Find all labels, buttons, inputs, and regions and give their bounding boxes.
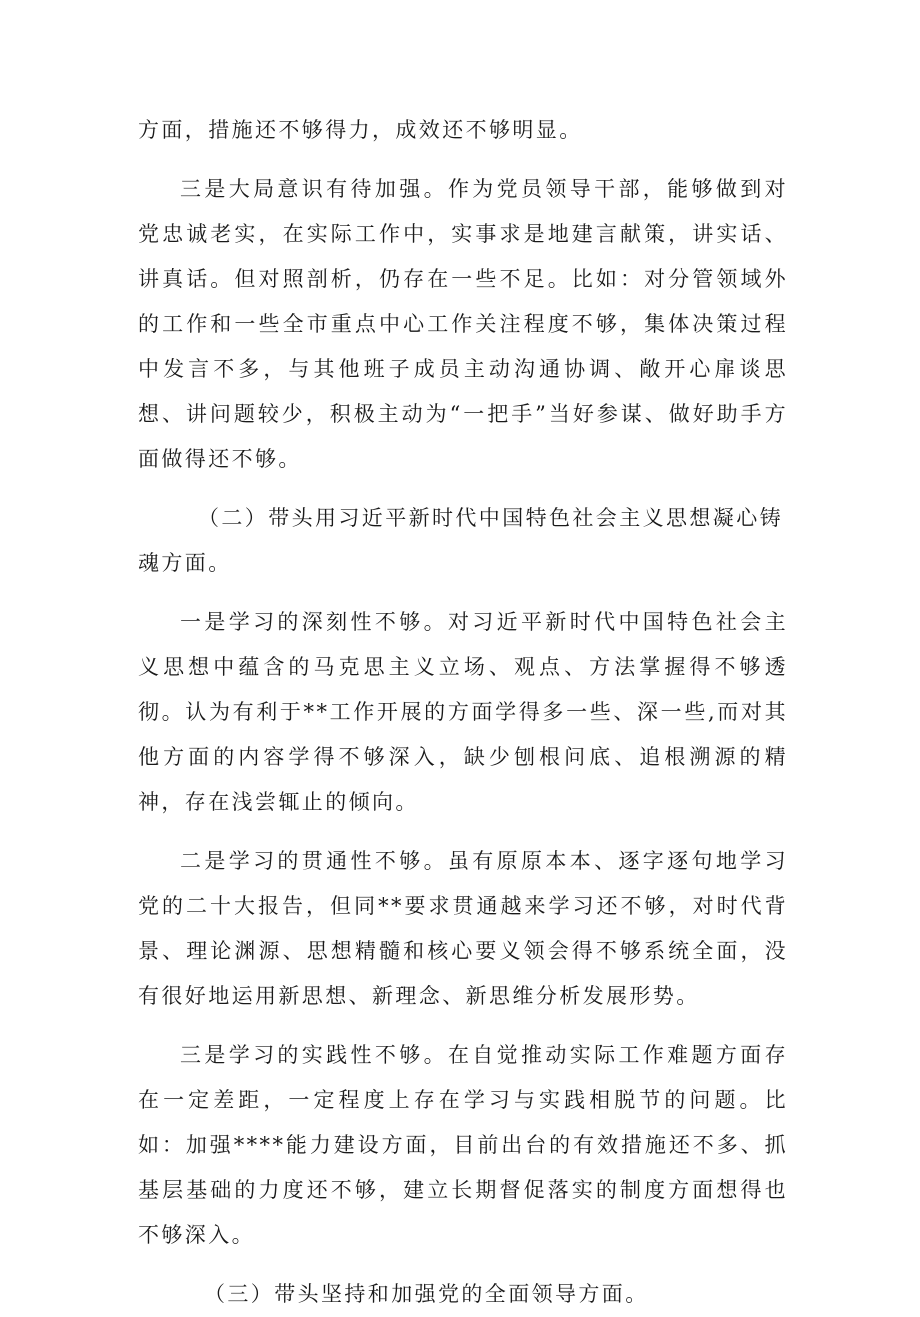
section-heading-2-line1: （二）带头用习近平新时代中国特色社会主义思想凝心铸 [198,506,783,530]
paragraph-overall-awareness: 三是大局意识有待加强。作为党员领导干部，能够做到对党忠诚老实，在实际工作中，实事求是地建言献策，讲实话、讲真话。但对照剖析，仍存在一些不足。比如：对分管领域外的工作和一些全市重点中心工作关注程度不够，集体决策过程中发言不多，与其他班子成员主动沟通协调、敞开心扉谈思想、讲问题较少，积极主动为“一把手”当好参谋、做好助手方面做得还不够。 [138,177,788,471]
paragraph-study-practice: 三是学习的实践性不够。在自觉推动实际工作难题方面存在一定差距，一定程度上存在学习与实践相脱节的问题。比如：加强****能力建设方面，目前出台的有效措施还不多、抓基层基础的力度还不够，建立长期督促落实的制度方面想得也不够深入。 [138,1043,788,1247]
section-heading-2 [138,496,788,586]
paragraph-study-depth: 一是学习的深刻性不够。对习近平新时代中国特色社会主义思想中蕴含的马克思主义立场、观点、方法掌握得不够透彻。认为有利于**工作开展的方面学得多一些、深一些,而对其他方面的内容学得不够深入，缺少刨根问底、追根溯源的精神，存在浅尝辄止的倾向。 [138,610,788,814]
paragraph-continuation: 方面，措施还不够得力，成效还不够明显。 [138,118,583,142]
paragraph-study-coherence: 二是学习的贯通性不够。虽有原原本本、逐字逐句地学习党的二十大报告，但同**要求贯通越来学习还不够，对时代背景、理论渊源、思想精髓和核心要义领会得不够系统全面，没有很好地运用新思想、新理念、新思维分析发展形势。 [138,849,788,1008]
section-heading-3: （三）带头坚持和加强党的全面领导方面。 [204,1282,649,1306]
section-heading-2-line2: 魂方面。 [138,551,232,575]
document-body [138,108,788,1317]
